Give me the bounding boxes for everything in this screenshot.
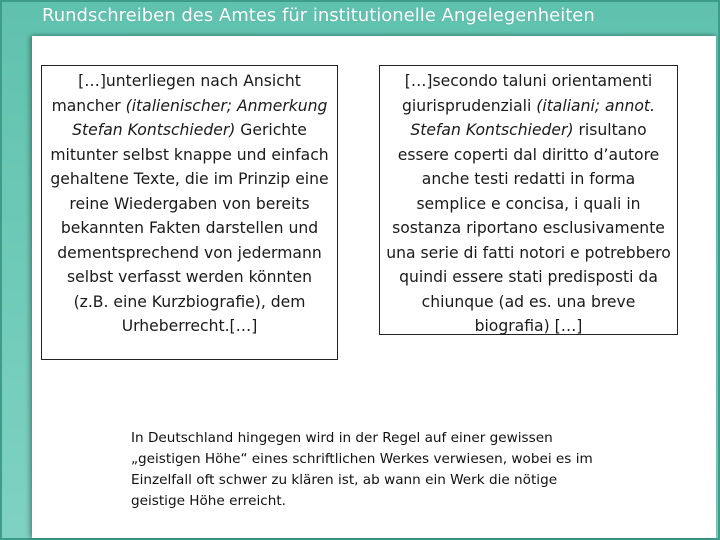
slide-content — [32, 36, 716, 538]
quote-italian-text-start: […]secondo taluni orientamenti giurisprudenziali — [402, 72, 653, 115]
quote-italian-text-end: risultano essere coperti dal diritto d’autore anche testi redatti in forma semplice e concisa, i quali in sostanza riportano esclusivamente una serie di fatti notori e potrebbero quindi essere stati predisposti da chiunque (ad es. una breve biografia) […] — [386, 121, 671, 335]
slide-title: Rundschreiben des Amtes für institutionelle Angelegenheiten — [42, 5, 595, 26]
body-paragraph: In Deutschland hingegen wird in der Regel auf einer gewissen „geistigen Höhe“ eines schriftlichen Werkes verwiesen, wobei es im Einzelfall oft schwer zu klären ist, ab wann ein Werk die nötige geistige Höhe erreicht. — [131, 430, 593, 509]
quote-box-german — [41, 65, 338, 360]
quote-box-italian — [379, 65, 678, 335]
quote-german-annotation: (italienischer; Anmerkung Stefan Kontschieder) — [72, 96, 328, 139]
quote-italian-annotation: (italiani; annot. Stefan Kontschieder) — [410, 96, 655, 139]
quote-german-text-start: […]unterliegen nach Ansicht mancher — [51, 72, 301, 115]
quote-german-text-end: Gerichte mitunter selbst knappe und einfach gehaltene Texte, die im Prinzip eine reine Wiedergaben von bereits bekannten Fakten darstellen und dementsprechend von jedermann selbst verfasst werden könnten (z.B. eine Kurzbiografie), dem Urheberrecht.[…] — [50, 121, 329, 335]
